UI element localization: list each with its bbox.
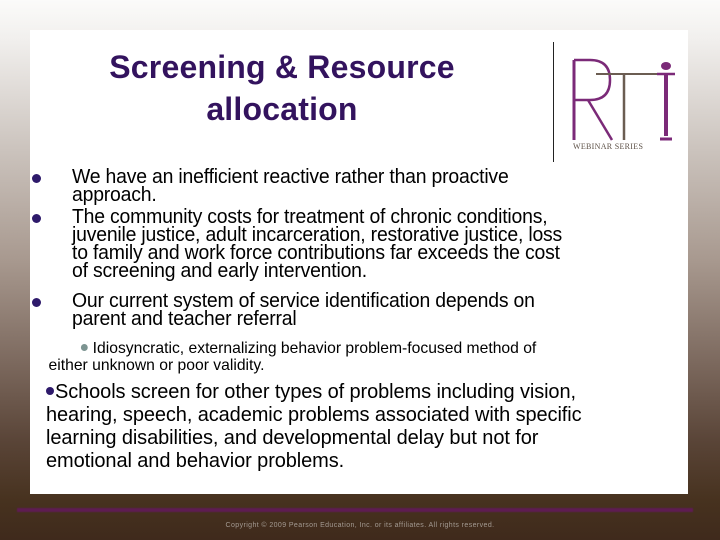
sub-bullet-line-1: Idiosyncratic, externalizing behavior problem-focused method of <box>92 340 537 357</box>
bullet-3-line-2: parent and teacher referral <box>72 308 297 330</box>
bullet-2-line-3: to family and work force contributions far exceeds the cost <box>72 242 560 264</box>
schools-paragraph <box>46 381 686 473</box>
bullet-2-line-2: juvenile justice, adult incarceration, restorative justice, loss <box>72 224 563 246</box>
paragraph-line-1: Schools screen for other types of problems including vision, <box>55 381 576 403</box>
bullet-1-line-2: approach. <box>72 184 157 206</box>
bullet-2-line-1: The community costs for treatment of chronic conditions, <box>72 206 548 228</box>
paragraph-bullet-icon <box>46 387 54 395</box>
bullet-icon <box>32 214 41 223</box>
copyright-text: Copyright © 2009 Pearson Education, Inc. or its affiliates. All rights reserved. <box>225 522 495 529</box>
paragraph-line-3: learning disabilities, and developmental delay but not for <box>46 427 539 449</box>
bullet-item-2 <box>72 208 664 280</box>
sub-bullet-icon <box>81 344 88 351</box>
bullet-icon <box>32 174 41 183</box>
bullet-1-line-1: We have an inefficient reactive rather than proactive <box>72 166 509 188</box>
paragraph-line-4: emotional and behavior problems. <box>46 450 345 472</box>
footer-divider <box>17 508 693 512</box>
bullet-2-line-4: of screening and early intervention. <box>72 260 367 282</box>
sub-bullet-item <box>48 340 664 374</box>
title-logo-divider <box>553 42 554 162</box>
paragraph-line-2: hearing, speech, academic problems associated with specific <box>46 404 582 426</box>
bullet-item-1 <box>72 168 664 204</box>
bullet-item-3 <box>72 292 664 328</box>
logo-caption: WEBINAR SERIES <box>573 142 644 151</box>
bullet-3-line-1: Our current system of service identification depends on <box>72 290 535 312</box>
bullet-icon <box>32 298 41 307</box>
title-line-1: Screening & Resource <box>109 49 455 85</box>
title-line-2: allocation <box>206 91 358 127</box>
slide-title <box>52 46 512 130</box>
sub-bullet-line-2: either unknown or poor validity. <box>48 357 265 374</box>
